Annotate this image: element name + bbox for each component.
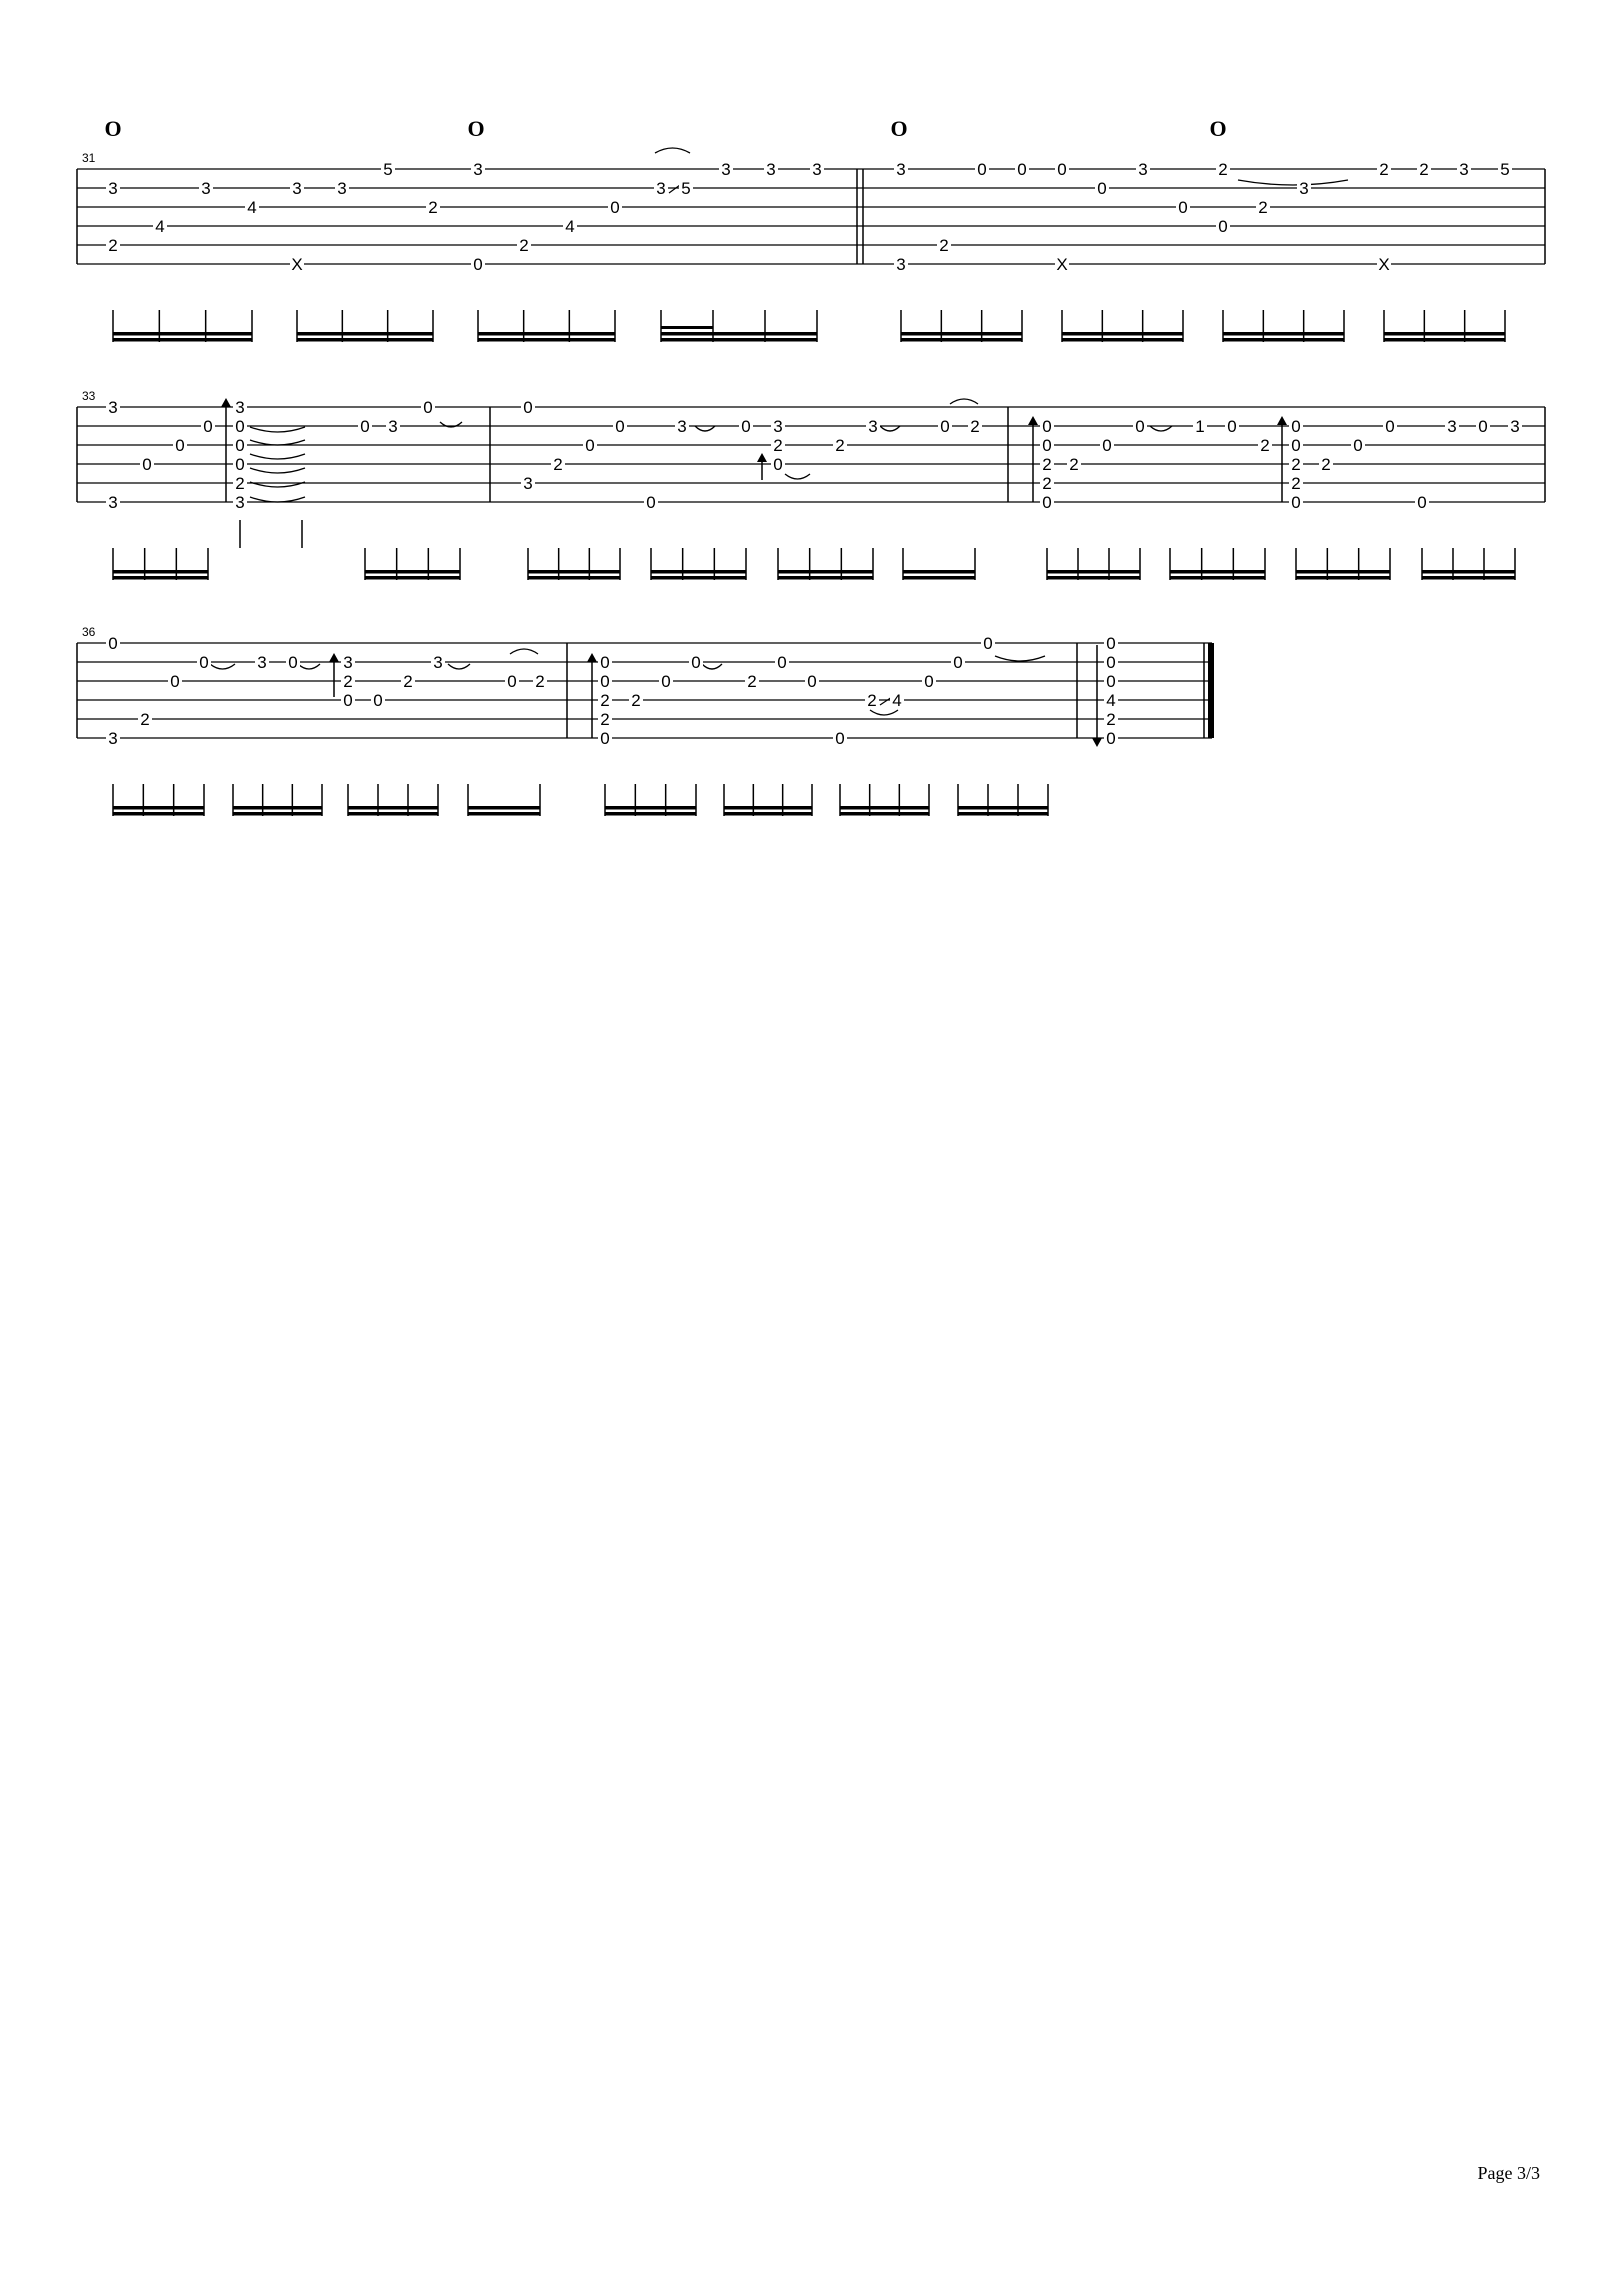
final-bar-line bbox=[1208, 643, 1214, 738]
strum-arrow bbox=[221, 398, 231, 502]
beam-group bbox=[651, 548, 746, 580]
fret-number: 2 bbox=[631, 691, 641, 710]
beam bbox=[1170, 570, 1265, 574]
beam-group bbox=[478, 310, 615, 342]
tie bbox=[510, 649, 538, 654]
fret-number: 3 bbox=[257, 653, 267, 672]
beam bbox=[113, 812, 204, 816]
fret-number: 3 bbox=[337, 179, 347, 198]
fret-number: 3 bbox=[1510, 417, 1520, 436]
beam bbox=[840, 806, 929, 810]
fret-number: 5 bbox=[681, 179, 691, 198]
fret-number: 0 bbox=[741, 417, 751, 436]
beam-group bbox=[958, 784, 1048, 816]
beam-group bbox=[661, 310, 817, 342]
beam bbox=[113, 332, 252, 336]
fret-number: 3 bbox=[473, 160, 483, 179]
fret-number: 0 bbox=[610, 198, 620, 217]
fret-number: 4 bbox=[892, 691, 902, 710]
fret-number: 0 bbox=[1478, 417, 1488, 436]
beam-group bbox=[605, 784, 696, 816]
fret-number: 0 bbox=[1106, 634, 1116, 653]
measure-number: 31 bbox=[82, 151, 96, 165]
fret-number: 3 bbox=[1459, 160, 1469, 179]
fret-number: 2 bbox=[519, 236, 529, 255]
fret-number: 0 bbox=[170, 672, 180, 691]
tie bbox=[210, 664, 235, 669]
fret-number: 3 bbox=[235, 398, 245, 417]
beam bbox=[1047, 576, 1140, 580]
fret-number: 0 bbox=[777, 653, 787, 672]
fret-number: 0 bbox=[1385, 417, 1395, 436]
fret-number: 0 bbox=[235, 455, 245, 474]
fret-number: 2 bbox=[600, 691, 610, 710]
fret-number: 2 bbox=[403, 672, 413, 691]
beam bbox=[901, 338, 1022, 342]
fret-number: 0 bbox=[473, 255, 483, 274]
beam-group bbox=[903, 548, 975, 580]
tie bbox=[250, 427, 305, 432]
fret-number: 3 bbox=[721, 160, 731, 179]
fret-number: 3 bbox=[656, 179, 666, 198]
fret-number: 0 bbox=[1178, 198, 1188, 217]
beam bbox=[297, 338, 433, 342]
fret-number: 3 bbox=[108, 179, 118, 198]
fret-number: 2 bbox=[600, 710, 610, 729]
fret-number: 2 bbox=[1258, 198, 1268, 217]
fret-number: 3 bbox=[1447, 417, 1457, 436]
fret-number: 0 bbox=[600, 672, 610, 691]
tie bbox=[250, 468, 305, 473]
fret-number: 0 bbox=[924, 672, 934, 691]
fret-number: 3 bbox=[812, 160, 822, 179]
fret-number: 0 bbox=[1291, 493, 1301, 512]
beam bbox=[113, 806, 204, 810]
fret-number: 0 bbox=[199, 653, 209, 672]
beam bbox=[233, 812, 322, 816]
open-mark: O bbox=[104, 116, 122, 141]
fret-number: X bbox=[1056, 255, 1068, 274]
open-mark: O bbox=[890, 116, 908, 141]
beam-group bbox=[1384, 310, 1505, 342]
beam bbox=[1223, 332, 1344, 336]
strum-arrow-head bbox=[587, 653, 597, 662]
fret-number: 3 bbox=[868, 417, 878, 436]
fret-number: X bbox=[1378, 255, 1390, 274]
fret-number: 2 bbox=[939, 236, 949, 255]
strum-arrow bbox=[1277, 416, 1287, 502]
beam bbox=[661, 332, 817, 336]
fret-number: 0 bbox=[661, 672, 671, 691]
strum-arrow bbox=[757, 453, 767, 480]
fret-number: 0 bbox=[1135, 417, 1145, 436]
fret-number: 2 bbox=[428, 198, 438, 217]
fret-number: 5 bbox=[383, 160, 393, 179]
beam bbox=[348, 806, 438, 810]
fret-number: 0 bbox=[203, 417, 213, 436]
strum-arrow-head bbox=[1277, 416, 1287, 425]
beam-group bbox=[528, 548, 620, 580]
beam bbox=[661, 338, 817, 342]
fret-number: 3 bbox=[433, 653, 443, 672]
rhythm-beams bbox=[113, 310, 1515, 816]
beam bbox=[958, 806, 1048, 810]
fret-number: 0 bbox=[1417, 493, 1427, 512]
fret-number: 2 bbox=[1042, 455, 1052, 474]
fret-number: 3 bbox=[1299, 179, 1309, 198]
beam bbox=[1062, 338, 1183, 342]
fret-number: 2 bbox=[970, 417, 980, 436]
fret-number: 2 bbox=[867, 691, 877, 710]
beam bbox=[1296, 570, 1390, 574]
fret-number: 0 bbox=[977, 160, 987, 179]
beam bbox=[468, 806, 540, 810]
fret-number: 3 bbox=[896, 160, 906, 179]
fret-number: 0 bbox=[1106, 672, 1116, 691]
fret-number: 2 bbox=[1042, 474, 1052, 493]
beam-group bbox=[1047, 548, 1140, 580]
beam bbox=[958, 812, 1048, 816]
beam-group bbox=[468, 784, 540, 816]
fret-number: 3 bbox=[896, 255, 906, 274]
fret-number: 2 bbox=[1291, 455, 1301, 474]
fret-number: 3 bbox=[108, 398, 118, 417]
beam bbox=[1422, 576, 1515, 580]
fret-number: 0 bbox=[1102, 436, 1112, 455]
fret-number: 0 bbox=[953, 653, 963, 672]
strum-arrow-head bbox=[757, 453, 767, 462]
fret-number: 3 bbox=[235, 493, 245, 512]
beam bbox=[233, 806, 322, 810]
fret-number: 0 bbox=[646, 493, 656, 512]
beam bbox=[605, 806, 696, 810]
beam bbox=[113, 570, 208, 574]
fret-number: 0 bbox=[600, 653, 610, 672]
fret-number: 0 bbox=[600, 729, 610, 748]
tie bbox=[702, 664, 722, 669]
beam-group bbox=[348, 784, 438, 816]
tie bbox=[250, 454, 305, 459]
strum-arrow-head bbox=[1028, 416, 1038, 425]
beam bbox=[1384, 332, 1505, 336]
beam bbox=[528, 570, 620, 574]
fret-number: 2 bbox=[1419, 160, 1429, 179]
strum-arrow-head bbox=[221, 398, 231, 407]
measure-number: 36 bbox=[82, 625, 96, 639]
fret-number: 3 bbox=[773, 417, 783, 436]
fret-number: 4 bbox=[565, 217, 575, 236]
beam bbox=[661, 326, 713, 329]
fret-number: 2 bbox=[535, 672, 545, 691]
beam bbox=[903, 576, 975, 580]
fret-number: 0 bbox=[1057, 160, 1067, 179]
fret-number: 0 bbox=[835, 729, 845, 748]
fret-number: 2 bbox=[1379, 160, 1389, 179]
beam bbox=[903, 570, 975, 574]
beam bbox=[478, 332, 615, 336]
beam-group bbox=[113, 310, 252, 342]
strum-arrow-head bbox=[1092, 738, 1102, 747]
fret-number: 2 bbox=[1321, 455, 1331, 474]
fret-number: 0 bbox=[1017, 160, 1027, 179]
fret-number: 0 bbox=[1106, 653, 1116, 672]
tie bbox=[880, 426, 900, 431]
page-number: Page 3/3 bbox=[1477, 2163, 1540, 2183]
fret-number: 2 bbox=[747, 672, 757, 691]
fret-number: 0 bbox=[807, 672, 817, 691]
fret-number: 0 bbox=[175, 436, 185, 455]
beam bbox=[901, 332, 1022, 336]
fret-number: 0 bbox=[507, 672, 517, 691]
tie bbox=[448, 664, 470, 669]
beam bbox=[365, 570, 460, 574]
fret-number: 0 bbox=[1042, 436, 1052, 455]
beam bbox=[1296, 576, 1390, 580]
beam bbox=[778, 576, 873, 580]
fret-number: X bbox=[291, 255, 303, 274]
fret-number: 2 bbox=[835, 436, 845, 455]
beam bbox=[651, 570, 746, 574]
fret-number: 2 bbox=[343, 672, 353, 691]
tie bbox=[995, 656, 1045, 661]
fret-number: 0 bbox=[423, 398, 433, 417]
fret-number: 5 bbox=[1500, 160, 1510, 179]
tie bbox=[298, 664, 320, 669]
beam bbox=[348, 812, 438, 816]
fret-number: 4 bbox=[1106, 691, 1116, 710]
tie bbox=[950, 399, 978, 404]
fret-number: 3 bbox=[108, 493, 118, 512]
fret-number: 0 bbox=[108, 634, 118, 653]
fret-number: 2 bbox=[108, 236, 118, 255]
fret-number: 2 bbox=[1291, 474, 1301, 493]
fret-number: 0 bbox=[1042, 493, 1052, 512]
beam-group bbox=[113, 784, 204, 816]
fret-number: 3 bbox=[677, 417, 687, 436]
fret-number: 0 bbox=[983, 634, 993, 653]
fret-number: 0 bbox=[288, 653, 298, 672]
tie bbox=[695, 426, 715, 431]
beam bbox=[1062, 332, 1183, 336]
beam bbox=[651, 576, 746, 580]
fret-number: 0 bbox=[773, 455, 783, 474]
slide bbox=[669, 185, 680, 193]
fret-number: 0 bbox=[343, 691, 353, 710]
beam-group bbox=[840, 784, 929, 816]
fret-numbers bbox=[82, 116, 1522, 748]
open-mark: O bbox=[467, 116, 485, 141]
fret-number: 4 bbox=[155, 217, 165, 236]
tie bbox=[870, 710, 898, 715]
beam bbox=[724, 812, 812, 816]
beam bbox=[468, 812, 540, 816]
beam bbox=[605, 812, 696, 816]
fret-number: 0 bbox=[1291, 417, 1301, 436]
beam bbox=[840, 812, 929, 816]
beam-group bbox=[233, 784, 322, 816]
fret-number: 0 bbox=[235, 417, 245, 436]
fret-number: 3 bbox=[343, 653, 353, 672]
beam bbox=[528, 576, 620, 580]
strum-arrow bbox=[1028, 416, 1038, 502]
tie bbox=[1150, 426, 1172, 431]
beam bbox=[1047, 570, 1140, 574]
open-mark: O bbox=[1209, 116, 1227, 141]
fret-number: 3 bbox=[388, 417, 398, 436]
fret-number: 0 bbox=[1291, 436, 1301, 455]
beam-group bbox=[1422, 548, 1515, 580]
strum-arrow bbox=[329, 653, 339, 697]
fret-number: 1 bbox=[1195, 417, 1205, 436]
beam bbox=[1384, 338, 1505, 342]
fret-number: 0 bbox=[373, 691, 383, 710]
beam bbox=[113, 338, 252, 342]
tie bbox=[250, 497, 305, 502]
fret-number: 2 bbox=[1106, 710, 1116, 729]
beam-group bbox=[901, 310, 1022, 342]
beam bbox=[724, 806, 812, 810]
strum-arrow bbox=[1092, 645, 1102, 747]
beam-group bbox=[1062, 310, 1183, 342]
fret-number: 0 bbox=[940, 417, 950, 436]
fret-number: 3 bbox=[201, 179, 211, 198]
fret-number: 2 bbox=[140, 710, 150, 729]
strum-arrow-head bbox=[329, 653, 339, 662]
fret-number: 0 bbox=[235, 436, 245, 455]
beam bbox=[365, 576, 460, 580]
tie bbox=[655, 148, 690, 153]
fret-number: 2 bbox=[1260, 436, 1270, 455]
fret-number: 4 bbox=[247, 198, 257, 217]
beam-group bbox=[1223, 310, 1344, 342]
fret-number: 0 bbox=[691, 653, 701, 672]
fret-number: 0 bbox=[523, 398, 533, 417]
fret-number: 3 bbox=[1138, 160, 1148, 179]
fret-number: 0 bbox=[1097, 179, 1107, 198]
fret-number: 3 bbox=[523, 474, 533, 493]
fret-number: 2 bbox=[553, 455, 563, 474]
beam-group bbox=[1170, 548, 1265, 580]
beam bbox=[1170, 576, 1265, 580]
fret-number: 0 bbox=[1227, 417, 1237, 436]
beam-group bbox=[365, 548, 460, 580]
beam-group bbox=[724, 784, 812, 816]
fret-number: 0 bbox=[1106, 729, 1116, 748]
tie bbox=[1238, 180, 1348, 185]
beam-group bbox=[1296, 548, 1390, 580]
fret-number: 0 bbox=[1042, 417, 1052, 436]
beam-group bbox=[113, 548, 208, 580]
fret-number: 2 bbox=[1218, 160, 1228, 179]
fret-number: 2 bbox=[773, 436, 783, 455]
tie bbox=[785, 474, 810, 479]
fret-number: 0 bbox=[1218, 217, 1228, 236]
fret-number: 3 bbox=[766, 160, 776, 179]
beam bbox=[1223, 338, 1344, 342]
fret-number: 2 bbox=[1069, 455, 1079, 474]
fret-number: 0 bbox=[615, 417, 625, 436]
fret-number: 2 bbox=[235, 474, 245, 493]
fret-number: 0 bbox=[1353, 436, 1363, 455]
fret-number: 0 bbox=[360, 417, 370, 436]
measure-number: 33 bbox=[82, 389, 96, 403]
fret-number: 0 bbox=[142, 455, 152, 474]
fret-number: 3 bbox=[108, 729, 118, 748]
beam bbox=[297, 332, 433, 336]
fret-number: 3 bbox=[292, 179, 302, 198]
beam-group bbox=[778, 548, 873, 580]
tie bbox=[250, 440, 305, 445]
beam bbox=[778, 570, 873, 574]
beam bbox=[1422, 570, 1515, 574]
beam bbox=[113, 576, 208, 580]
beam-group bbox=[297, 310, 433, 342]
beam bbox=[478, 338, 615, 342]
strum-arrow bbox=[587, 653, 597, 738]
fret-number: 0 bbox=[585, 436, 595, 455]
